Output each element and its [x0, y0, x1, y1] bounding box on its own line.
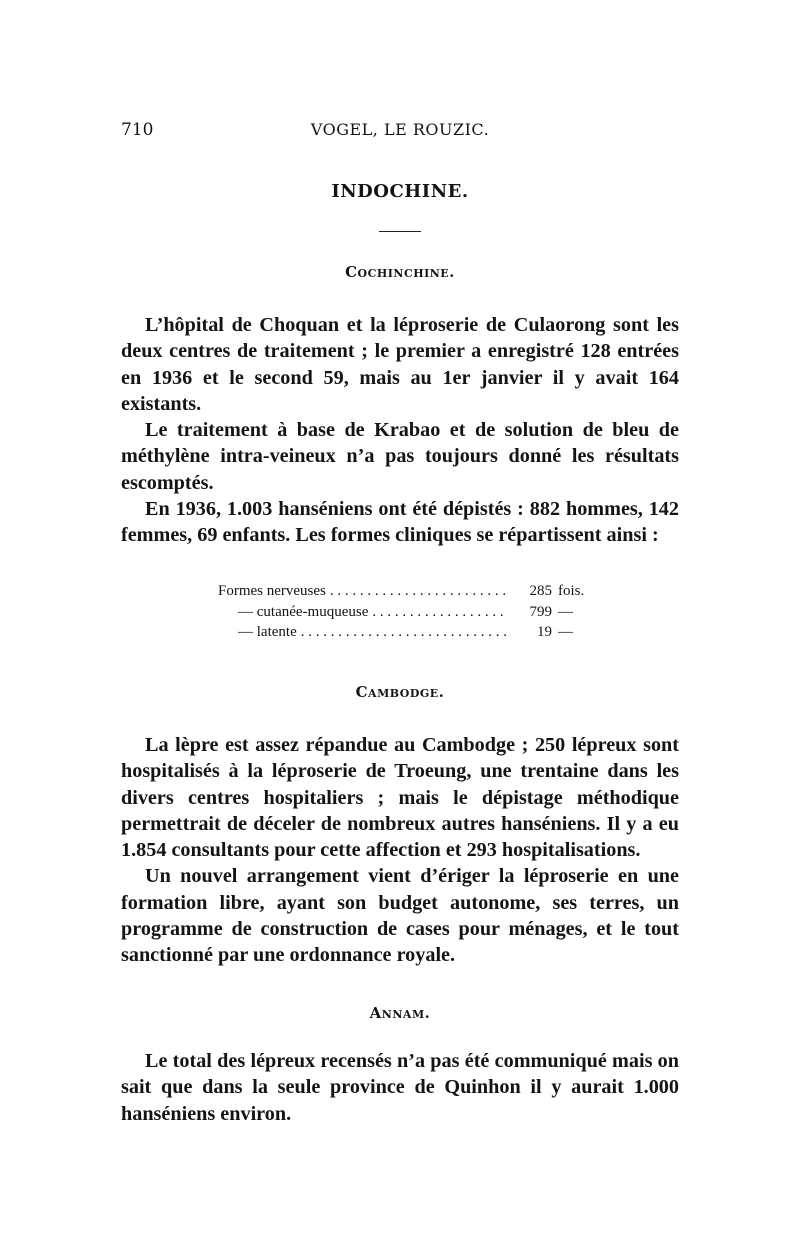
- table-row-unit: —: [558, 603, 573, 620]
- table-row-unit: fois.: [558, 583, 585, 599]
- table-row-value: 285: [529, 583, 552, 599]
- running-head-authors: VOGEL, LE ROUZIC.: [310, 120, 490, 139]
- title-rule: [379, 231, 421, 232]
- leader-dots: [301, 624, 508, 641]
- section-body-cambodge: [121, 732, 679, 969]
- paragraph: Un nouvel arrangement vient d’ériger la léproserie en une formation libre, ayant son budget autonome, ses terres, un programme de construction de cases pour ménages, et le tout sanctionné par une ordonnance royale.: [121, 865, 679, 967]
- table-row-value: 799: [529, 603, 552, 620]
- table-row-label: — cutanée-muqueuse: [238, 603, 369, 620]
- leader-dots: [372, 604, 508, 621]
- table-row-label: Formes nerveuses: [218, 583, 326, 599]
- paragraph: Le total des lépreux recensés n’a pas été communiqué mais on sait que dans la seule province de Quinhon il y aurait 1.000 hanséniens environ.: [121, 1050, 679, 1125]
- leader-dots: [330, 583, 508, 600]
- table-row-label: — latente: [238, 624, 297, 640]
- table-row: [218, 604, 596, 625]
- chapter-title: INDOCHINE.: [331, 181, 469, 202]
- section-heading-cambodge: Cambodge.: [355, 683, 445, 701]
- table-row-unit: —: [558, 624, 573, 640]
- paragraph: L’hôpital de Choquan et la léproserie de Culaorong sont les deux centres de traitement ; le premier a enregistré 128 entrées en 1936 et le second 59, mais au 1er janvier il y avait 164 existants.: [121, 314, 679, 415]
- section-heading-cochinchine: Cochinchine.: [345, 263, 455, 281]
- table-row: [218, 583, 596, 604]
- paragraph: La lèpre est assez répandue au Cambodge ; 250 lépreux sont hospitalisés à la léproserie de Troeung, une trentaine dans les divers centres hospitaliers ; mais le dépistage méthodique permettrait de déceler de nombreux autres hanséniens. Il y a eu 1.854 consultants pour cette affection et 293 hospitalisations.: [121, 734, 679, 862]
- table-row-value: 19: [537, 624, 552, 640]
- page-number: 710: [121, 120, 154, 140]
- section-body-annam: [121, 1048, 679, 1127]
- clinical-forms-table: [218, 583, 596, 645]
- section-heading-annam: Annam.: [369, 1004, 431, 1022]
- paragraph: En 1936, 1.003 hanséniens ont été dépistés : 882 hommes, 142 femmes, 69 enfants. Les formes cliniques se répartissent ainsi :: [121, 498, 679, 547]
- section-body-cochinchine: [121, 312, 679, 549]
- paragraph: Le traitement à base de Krabao et de solution de bleu de méthylène intra-veineux n’a pas toujours donné les résultats escomptés.: [121, 419, 679, 494]
- table-row: [218, 624, 596, 645]
- running-head: [121, 120, 679, 144]
